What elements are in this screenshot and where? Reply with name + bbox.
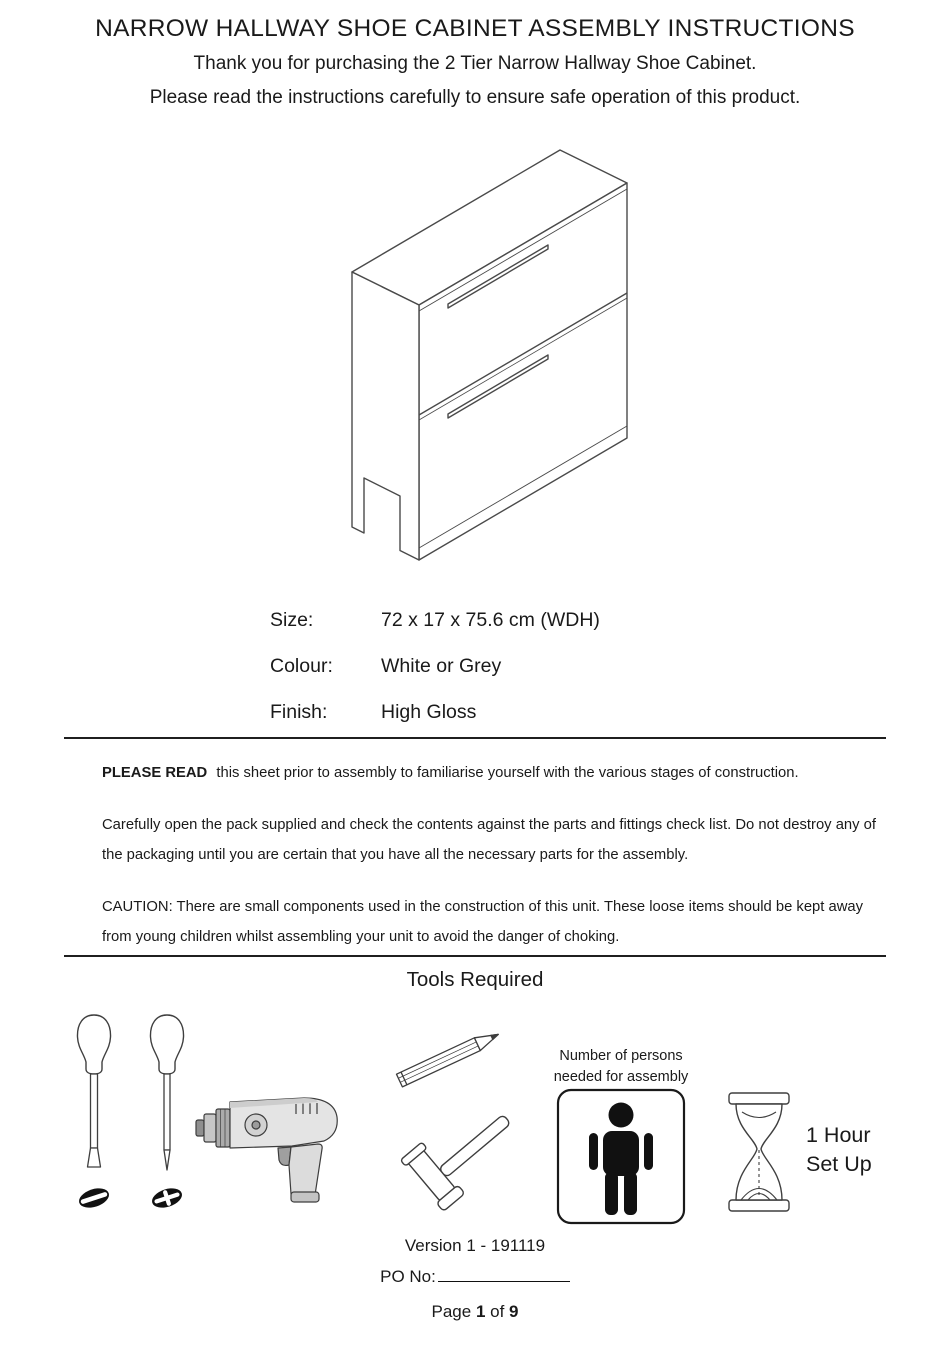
cabinet-side-panel xyxy=(352,272,419,560)
page-title: NARROW HALLWAY SHOE CABINET ASSEMBLY INSTRUCTIONS xyxy=(95,15,855,42)
spec-row-colour xyxy=(270,643,600,689)
page-indicator xyxy=(0,1302,950,1322)
spec-value-size: 72 x 17 x 75.6 cm (WDH) xyxy=(381,609,600,631)
setup-time-line-2: Set Up xyxy=(806,1152,872,1176)
spec-label-size: Size: xyxy=(270,609,314,631)
subtitle-line-2: Please read the instructions carefully to ensure safe operation of this product. xyxy=(149,87,801,108)
spec-label-finish: Finish: xyxy=(270,701,328,723)
divider-rule-bottom xyxy=(64,955,886,957)
flathead-bit-symbol xyxy=(77,1185,112,1211)
please-read-text: this sheet prior to assembly to familiarise yourself with the various stages of construction. xyxy=(212,765,799,781)
page-number: 1 xyxy=(475,1302,486,1321)
pencil-icon xyxy=(390,1016,515,1096)
persons-needed-label xyxy=(540,1046,702,1088)
of-word: of xyxy=(485,1302,510,1321)
page-word: Page xyxy=(431,1302,476,1321)
spec-value-colour: White or Grey xyxy=(381,655,502,677)
page-total: 9 xyxy=(509,1302,519,1321)
persons-needed-line-2: needed for assembly xyxy=(553,1069,689,1085)
phillips-bit-symbol xyxy=(150,1185,185,1211)
phillips-screwdriver-icon xyxy=(143,1012,191,1227)
product-specs xyxy=(270,597,600,735)
note-caution: CAUTION: There are small components used in the construction of this unit. These loose items should be kept away from young children whilst assembling your unit to avoid the danger of choking. xyxy=(102,899,864,945)
po-number-label: PO No: xyxy=(380,1267,436,1286)
number-of-persons-icon xyxy=(556,1088,686,1225)
hammer-icon xyxy=(396,1092,521,1224)
tools-heading: Tools Required xyxy=(406,968,544,991)
po-number-blank xyxy=(438,1278,570,1282)
setup-time-label xyxy=(806,1121,872,1179)
hourglass-icon xyxy=(727,1092,791,1212)
spec-row-finish xyxy=(270,689,600,735)
flathead-screwdriver-icon xyxy=(70,1012,118,1227)
spec-label-colour: Colour: xyxy=(270,655,333,677)
persons-needed-line-1: Number of persons xyxy=(559,1048,683,1064)
divider-rule-top xyxy=(64,737,886,739)
assembly-notes xyxy=(102,758,882,974)
shoe-cabinet-illustration xyxy=(0,140,950,580)
po-number-line xyxy=(0,1267,950,1287)
subtitle-line-1: Thank you for purchasing the 2 Tier Narrow Hallway Shoe Cabinet. xyxy=(193,53,757,74)
spec-row-size xyxy=(270,597,600,643)
spec-value-finish: High Gloss xyxy=(381,701,477,723)
version-label: Version 1 - 191119 xyxy=(404,1236,546,1255)
power-drill-icon xyxy=(194,1068,356,1206)
note-unpacking: Carefully open the pack supplied and check the contents against the parts and fittings check list. Do not destroy any of the packaging until you are certain that you have all the necessary parts for the assembly. xyxy=(102,817,877,863)
note-please-read xyxy=(102,758,882,788)
setup-time-line-1: 1 Hour xyxy=(806,1123,871,1147)
please-read-emphasis: PLEASE READ xyxy=(102,765,208,781)
